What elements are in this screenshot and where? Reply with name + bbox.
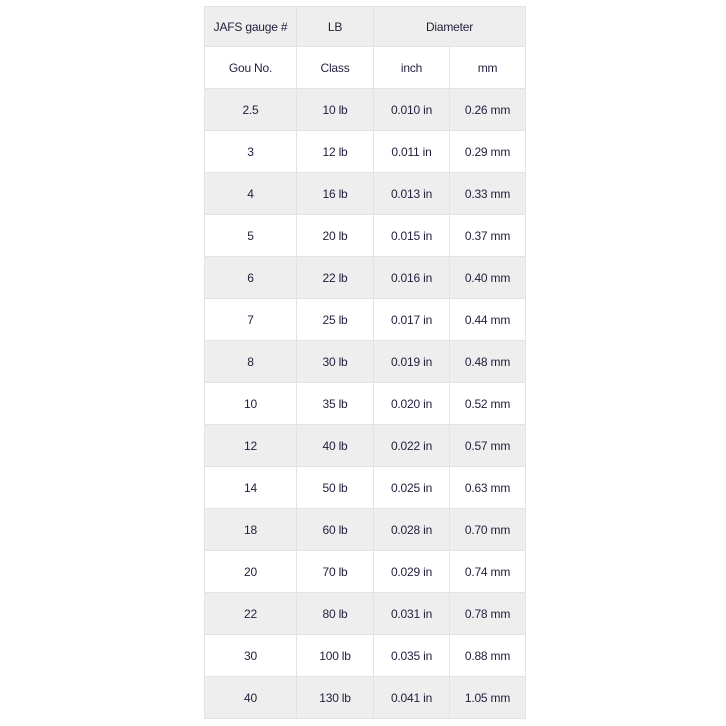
cell-diameter-mm: 0.40 mm bbox=[450, 257, 526, 299]
cell-diameter-inch: 0.010 in bbox=[374, 89, 450, 131]
cell-diameter-mm: 0.57 mm bbox=[450, 425, 526, 467]
cell-lb-class: 16 lb bbox=[297, 173, 374, 215]
cell-gou-no: 20 bbox=[205, 551, 297, 593]
cell-lb-class: 10 lb bbox=[297, 89, 374, 131]
table-row bbox=[205, 509, 526, 551]
table-row bbox=[205, 341, 526, 383]
table-row bbox=[205, 131, 526, 173]
header-inch: inch bbox=[374, 47, 450, 89]
table-header bbox=[205, 7, 526, 89]
table-body bbox=[205, 89, 526, 719]
cell-diameter-inch: 0.013 in bbox=[374, 173, 450, 215]
cell-diameter-inch: 0.016 in bbox=[374, 257, 450, 299]
cell-lb-class: 35 lb bbox=[297, 383, 374, 425]
table-row bbox=[205, 551, 526, 593]
cell-diameter-inch: 0.022 in bbox=[374, 425, 450, 467]
cell-diameter-inch: 0.011 in bbox=[374, 131, 450, 173]
header-mm: mm bbox=[450, 47, 526, 89]
header-diameter: Diameter bbox=[374, 7, 526, 47]
cell-gou-no: 5 bbox=[205, 215, 297, 257]
table-row bbox=[205, 677, 526, 719]
cell-diameter-mm: 0.74 mm bbox=[450, 551, 526, 593]
cell-diameter-mm: 0.44 mm bbox=[450, 299, 526, 341]
cell-diameter-inch: 0.020 in bbox=[374, 383, 450, 425]
table-row bbox=[205, 383, 526, 425]
table-row bbox=[205, 635, 526, 677]
cell-diameter-mm: 0.63 mm bbox=[450, 467, 526, 509]
table-row bbox=[205, 89, 526, 131]
cell-diameter-mm: 0.29 mm bbox=[450, 131, 526, 173]
cell-gou-no: 8 bbox=[205, 341, 297, 383]
cell-diameter-inch: 0.031 in bbox=[374, 593, 450, 635]
cell-diameter-mm: 1.05 mm bbox=[450, 677, 526, 719]
header-gou-no: Gou No. bbox=[205, 47, 297, 89]
cell-diameter-mm: 0.33 mm bbox=[450, 173, 526, 215]
header-row-2 bbox=[205, 47, 526, 89]
cell-gou-no: 22 bbox=[205, 593, 297, 635]
cell-gou-no: 4 bbox=[205, 173, 297, 215]
cell-diameter-inch: 0.028 in bbox=[374, 509, 450, 551]
cell-lb-class: 70 lb bbox=[297, 551, 374, 593]
line-gauge-table bbox=[204, 6, 526, 719]
cell-diameter-inch: 0.041 in bbox=[374, 677, 450, 719]
header-class: Class bbox=[297, 47, 374, 89]
table-row bbox=[205, 299, 526, 341]
cell-diameter-mm: 0.48 mm bbox=[450, 341, 526, 383]
cell-diameter-inch: 0.015 in bbox=[374, 215, 450, 257]
cell-gou-no: 40 bbox=[205, 677, 297, 719]
cell-diameter-mm: 0.52 mm bbox=[450, 383, 526, 425]
table-row bbox=[205, 215, 526, 257]
cell-lb-class: 30 lb bbox=[297, 341, 374, 383]
cell-lb-class: 80 lb bbox=[297, 593, 374, 635]
cell-diameter-inch: 0.029 in bbox=[374, 551, 450, 593]
cell-lb-class: 25 lb bbox=[297, 299, 374, 341]
table-row bbox=[205, 173, 526, 215]
cell-lb-class: 130 lb bbox=[297, 677, 374, 719]
cell-gou-no: 7 bbox=[205, 299, 297, 341]
table-row bbox=[205, 425, 526, 467]
cell-diameter-mm: 0.26 mm bbox=[450, 89, 526, 131]
line-gauge-table-container bbox=[204, 6, 525, 719]
cell-lb-class: 22 lb bbox=[297, 257, 374, 299]
table-row bbox=[205, 257, 526, 299]
cell-lb-class: 100 lb bbox=[297, 635, 374, 677]
cell-gou-no: 2.5 bbox=[205, 89, 297, 131]
header-lb: LB bbox=[297, 7, 374, 47]
cell-lb-class: 40 lb bbox=[297, 425, 374, 467]
cell-diameter-inch: 0.019 in bbox=[374, 341, 450, 383]
cell-gou-no: 12 bbox=[205, 425, 297, 467]
cell-lb-class: 12 lb bbox=[297, 131, 374, 173]
cell-gou-no: 6 bbox=[205, 257, 297, 299]
cell-lb-class: 20 lb bbox=[297, 215, 374, 257]
cell-gou-no: 3 bbox=[205, 131, 297, 173]
cell-diameter-mm: 0.88 mm bbox=[450, 635, 526, 677]
header-row-1 bbox=[205, 7, 526, 47]
cell-diameter-inch: 0.017 in bbox=[374, 299, 450, 341]
cell-diameter-inch: 0.025 in bbox=[374, 467, 450, 509]
cell-gou-no: 10 bbox=[205, 383, 297, 425]
header-jafs-gauge: JAFS gauge # bbox=[205, 7, 297, 47]
cell-gou-no: 30 bbox=[205, 635, 297, 677]
table-row bbox=[205, 467, 526, 509]
cell-diameter-mm: 0.37 mm bbox=[450, 215, 526, 257]
cell-diameter-mm: 0.78 mm bbox=[450, 593, 526, 635]
table-row bbox=[205, 593, 526, 635]
cell-lb-class: 50 lb bbox=[297, 467, 374, 509]
cell-lb-class: 60 lb bbox=[297, 509, 374, 551]
cell-diameter-mm: 0.70 mm bbox=[450, 509, 526, 551]
cell-gou-no: 18 bbox=[205, 509, 297, 551]
cell-diameter-inch: 0.035 in bbox=[374, 635, 450, 677]
cell-gou-no: 14 bbox=[205, 467, 297, 509]
